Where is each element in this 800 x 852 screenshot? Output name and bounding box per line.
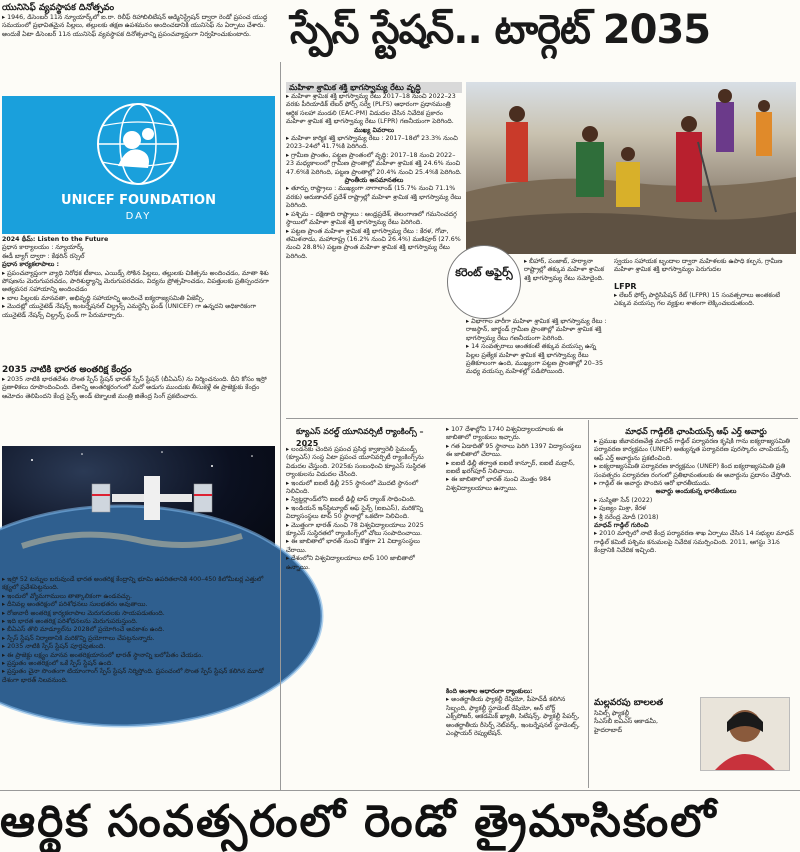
unicef-section-text: [2, 2, 276, 92]
qs-bullet: ▸ మొత్తంగా భారత్ నుంచి 78 విశ్వవిద్యాలయాలు 2025 క్యూఎస్ సుస్థిరతలో ర్యాంకింగ్స్‌లో చోటు సంపాదించాయి.: [286, 521, 424, 538]
bottom-divider: [0, 790, 800, 791]
space-bullets: [2, 576, 276, 788]
gadgil-section: [594, 426, 798, 690]
qs-mid-point: ▸ 107 దేశాల్లోని 1740 విశ్వవిద్యాలయాలకు ఈ జాబితాలో ర్యాంకులు ఇచ్చారు.: [446, 426, 564, 442]
qs-heading: క్యూఎస్ వరల్డ్ యూనివర్సిటీ ర్యాంకింగ్స్ – 2025: [296, 427, 424, 448]
badge-text: కరెంట్ అఫైర్స్: [455, 266, 513, 279]
gadgil-heading: మాధవ్ గాడ్గిల్‌కి ఛాంపియన్స్ ఆఫ్ ఎర్త్ అవార్డు: [625, 427, 767, 436]
unicef-details: [2, 236, 276, 362]
unicef-heading: యునిసెఫ్ వ్యవస్థాపక దినోత్సవం: [2, 3, 115, 13]
space-station-image: [2, 446, 275, 574]
unicef-logo-panel: [2, 96, 275, 234]
gadgil-about: ▸ 2010 మార్చిలో నాటి కేంద్ర పర్యావరణ శాఖ ఏర్పాటు చేసిన 14 సభ్యుల మాధవ్ గాడ్గిల్ కమిటీ పశ్చిమ కనుమలపై నివేదిక సమర్పించింది. 2011, ఆగస్టు 31న కేంద్రానికి నివేదిక ఇచ్చింది.: [594, 530, 794, 555]
qs-bullet: ▸ లండన్‌కు చెందిన ప్రపంచ ప్రసిద్ధ క్వాక్వారెలీ సైమండ్స్ (క్యూఎస్) సంస్థ ఏటా ప్రపంచ యూనివర్సిటీ ర్యాంకింగ్స్‌ను విడుదల చేస్తుంది. 2025కు సంబంధించి క్యూఎస్ సుస్థిరత ర్యాంకులను విడుదల చేసింది.: [286, 446, 426, 479]
qs-left-column: [286, 446, 440, 788]
qs-criteria: [446, 688, 582, 788]
unicef-activities-heading: ప్రధాన కార్యకలాపాలు :: [2, 261, 60, 269]
qs-bullet: ▸ ఇండియన్ ఇన్‌స్టిట్యూట్ ఆఫ్ సైన్స్ (ఐఐఎస్), మరికొన్ని విద్యాసంస్థలు టాప్ 50 స్థానాల్లో ఒకటిగా నిలిచింది.: [286, 504, 424, 521]
unicef-bullet: ▸ ప్రపంచవ్యాప్తంగా వ్యాధి నిరోధక టీకాలు, ఎయిడ్స్ సోకిన పిల్లలు, తల్లులకు చికిత్సను అందించడం, మాతా శిశు పోషణను మెరుగుపరచడం, పారిశుద్ధ్యాన్ని మెరుగుపరచడం, విద్యను ప్రోత్సహించడం, విపత్తులకు ప్రతిస్పందనగా అత్యవసర సహాయాన్ని అందించడం: [2, 269, 269, 294]
unicef-theme: 2024 థీమ్: Listen to the Future: [2, 236, 109, 243]
regional-point: ▸ పట్టణ ప్రాంత మహిళా శ్రామిక శక్తి భాగస్వామ్య రేటు : కేరళ, గోవా, తమిళనాడు, మహారాష్ట్ర (16.2% నుంచి 26.4%) మణిపూర్ (27.6% నుంచి 28.8%) పట్టణ ప్రాంత మహిళా శ్రామిక శక్తి భాగస్వామ్య రేటు పెరిగింది.: [286, 227, 461, 260]
gadgil-about-heading: మాధవ్ గాడ్గిల్ గురించి: [594, 522, 649, 530]
author-org: సీఎస్‌బీ ఐఏఎస్ అకాడమీ,: [594, 718, 658, 726]
page-title: స్పేస్ స్టేషన్.. టార్గెట్ 2035: [290, 7, 711, 53]
bottom-banner: ఆర్థిక సంవత్సరంలో రెండో త్రైమాసికంలో: [0, 796, 718, 847]
award-item: ▸ పుణ్యం మిశ్రా, కేరళ: [594, 505, 646, 513]
women-point: ▸ మహిళా కార్మిక శక్తి భాగస్వామ్య రేటు : 2017–18లో 23.3% నుంచి 2023–24లో 41.7%కి పెరిగింది.: [286, 135, 458, 151]
qs-bullet: ▸ ఈ జాబితాలో భారత్ నుంచి కొత్తగా 21 విద్యాసంస్థలు చేరాయి.: [286, 538, 420, 554]
column-divider: [588, 420, 589, 788]
lfpr-text: ▸ లేబర్ ఫోర్స్ పార్టిసిపేషన్ రేట్ (LFPR) 15 సంవత్సరాలు అంతకంటే ఎక్కువ వయస్సు గల వ్యక్తుల శాతంగా లెక్కించబడుతుంది.: [614, 291, 780, 308]
qs-criteria-text: ▸ అంతర్జాతీయ ఫ్యాకల్టీ రేషియో, పీహెచ్‌డీ కలిగిన సిబ్బంది, ఫ్యాకల్టీ స్టూడెంట్ రేషియో, ఆన్ బోర్డ్ ఎక్స్‌పోజర్, అకడమిక్ ఖ్యాతి, సిటేషన్స్, ఫ్యాకల్టీ పేపర్స్, అంతర్జాతీయ రీసెర్చ్ నెట్‌వర్క్, ఇంటర్నేషనల్ స్టూడెంట్స్, ఎంప్లాయర్ రెప్యుటేషన్.: [446, 696, 580, 738]
lfpr-heading: LFPR: [614, 281, 637, 291]
author-city: హైదరాబాద్: [594, 726, 623, 734]
women-right-text-2: [466, 318, 608, 414]
space-heading: 2035 నాటికి భారత అంతరిక్ష కేంద్రం: [2, 365, 132, 375]
women-right-point: ▸ బీహార్, పంజాబ్, హర్యానా రాష్ట్రాల్లో తక్కువ మహిళా శ్రామిక శక్తి భాగస్వామ్య రేటు నమోదైంది.: [524, 258, 605, 282]
award-item: ▸ సుస్మితా సేన్ (2022): [594, 496, 653, 504]
women-right-text1: స్వయం సహాయక బృందాల ద్వారా మహిళలకు ఉపాధి కల్పన, గ్రామీణ మహిళా శ్రామిక శక్తి భాగస్వామ్యం పెరుగుదల: [614, 258, 783, 274]
qs-bullet: ▸ ఇందులో ఐఐటీ ఢిల్లీ 255 స్థానంలో మొదటి స్థానంలో నిలిచింది.: [286, 479, 419, 496]
qs-mid-point: ▸ గత ఏడాదితో 95 స్థానాలు పెరిగి 1397 విద్యాసంస్థలు ఈ జాబితాలో చేరాయి.: [446, 442, 582, 459]
space-bullet: ▸ ప్రస్తుతం అంతరిక్షంలో ఒకే స్పేస్ స్టేషన్ ఉంది.: [2, 660, 114, 668]
space-bullet: ▸ ఈ ప్రాజెక్టు లక్ష్యం మానవ అంతరిక్షయానంలో భారత్ స్థానాన్ని బలోపేతం చేయడం.: [2, 651, 204, 659]
women-point: ▸ గ్రామీణ ప్రాంతం, పట్టణ ప్రాంతంలో వృద్ధి: 2017–18 నుంచి 2022–23 మధ్యకాలంలో గ్రామీణ ప్రాంతాల్లో మహిళా శ్రామిక శక్తి 24.6% నుంచి 47.6%కి పెరిగింది, పట్టణ ప్రాంతాల్లో 20.4% నుంచి 25.4%కి పెరిగింది.: [286, 151, 462, 176]
unicef-hq2: ఈడీ బ్యాగ్ ద్వారా : కేథరిన్ రస్సెల్: [2, 252, 85, 260]
unicef-logo-sub: DAY: [125, 211, 152, 222]
regional-point: ▸ తూర్పు రాష్ట్రాలు : ముఖ్యంగా నాగాలాండ్ (15.7% నుంచి 71.1% వరకు) అరుణాచల్ ప్రదేశ్ రాష్ట్రాల్లో మహిళా శ్రామిక శక్తి భాగస్వామ్య రేటు పెరిగింది.: [286, 185, 462, 210]
author-avatar-icon: [701, 698, 789, 770]
unicef-logo-text: UNICEF FOUNDATION: [61, 193, 216, 208]
gadgil-bullet: ▸ గాడ్గిల్ ఈ అవార్డు పొందిన ఆరో భారతీయుడు.: [594, 480, 711, 488]
unicef-bullet: ▸ మొదట్లో యునైటెడ్ నేషన్స్ ఇంటర్నేషనల్ చిల్డ్రన్స్ ఎమర్జెన్సీ ఫండ్ (UNICEF) గా ఉన్నదని అధికారికంగా యునైటెడ్ నేషన్స్ చిల్డ్రన్స్ ఫండ్ గా పేరుమార్చారు.: [2, 303, 257, 319]
women-key-heading: ముఖ్య వివరాలు: [353, 126, 395, 134]
qs-mid-point: ▸ ఈ జాబితాలో భారత్ నుంచి మొత్తం 984 విశ్వవిద్యాలయాలు ఉన్నాయి.: [446, 476, 552, 492]
author-box: [594, 696, 698, 770]
award-item: ▸ శ్రీ నరేంద్ర మోదీ (2018): [594, 513, 659, 521]
women-right-point: ▸ విభాగాల వారీగా మహిళా శ్రామిక శక్తి భాగస్వామ్య రేటు : రాజస్థాన్, జార్ఖండ్ గ్రామీణ ప్రాంతాల్లో మహిళా శ్రామిక శక్తి భాగస్వామ్య రేటు గణనీయంగా పెరిగింది.: [466, 318, 607, 342]
gadgil-bullet: ▸ ప్రముఖ జీవావరణవేత్త మాధవ్ గాడ్గిల్ పర్యావరణ కృషికి గాను ఐక్యరాజ్యసమితి పర్యావరణ కార్యక్రమం (UNEP) అత్యున్నత పర్యావరణ పురస్కారం చాంపియన్స్ ఆఫ్ ఎర్త్ అవార్డును ప్రకటించింది.: [594, 438, 790, 462]
space-bullet: ▸ స్పేస్ స్టేషన్ నిర్మాణానికి మరికొన్ని ప్రయోగాలు చేపట్టనున్నారు.: [2, 634, 155, 642]
women-labour-intro: ▸ మహిళా శ్రామిక శక్తి భాగస్వామ్య రేటు 2017–18 నుంచి 2022–23 వరకు పీరియాడిక్ లేబర్ ఫోర్స్ సర్వే (PLFS) ఆధారంగా ప్రధానమంత్రి ఆర్థిక సలహా మండలి (EAC-PM) విడుదల చేసిన నివేదిక ప్రకారం మహిళా శ్రామిక శక్తి భాగస్వామ్య రేటు (LFPR) గణనీయంగా పెరిగింది.: [286, 93, 456, 126]
unicef-intro: ▸ 1946, డిసెంబర్ 11న న్యూయార్క్‌లో ఐ.రా. రిలీఫ్ రిహాబిలిటేషన్ అడ్మినిస్ట్రేషన్ ద్వారా రెండో ప్రపంచ యుద్ధ సమయంలో ప్రభావితమైన పిల్లలు, తల్లులకు తక్షణ ఉపశమనం అందించడానికి యునిసెఫ్ ను ఏర్పాటు చేశారు. అందుకే ఏటా డిసెంబర్ 11న యునిసెఫ్ వ్యవస్థాపక దినోత్సవాన్ని ప్రపంచవ్యాప్తంగా నిర్వహించుకుంటారు.: [2, 14, 268, 38]
space-bullet: ▸ ఇస్రో 52 టన్నుల బరువుండే భారత అంతరిక్ష కేంద్రాన్ని భూమి ఉపరితలానికి 400–450 కిలోమీటర్ల ఎత్తులో కక్ష్యలో ప్రవేశపెట్టనుంది.: [2, 576, 264, 592]
qs-mid-column: [446, 426, 582, 684]
workers-photo-icon: [466, 82, 796, 254]
unicef-bullet: ▸ బాల పిల్లలకు మానవతా, అభివృద్ధి సహాయాన్ని అందించే ఐక్యరాజ్యసమితి ఏజెన్సీ.: [2, 294, 205, 302]
qs-mid-point: ▸ ఐఐటీ ఢిల్లీ తర్వాత ఐఐటీ కాన్పూర్, ఐఐటీ మద్రాస్, ఐఐటీ ఖరగ్‌పూర్ నిలిచాయి.: [446, 459, 575, 476]
qs-criteria-heading: కింది అంశాల ఆధారంగా ర్యాంకులు:: [446, 688, 533, 695]
author-name: మల్లవరపు బాలలత: [594, 698, 664, 708]
column-divider: [280, 62, 281, 790]
women-labour-section: [286, 82, 462, 414]
qs-bullet: ▸ దేశంలోని విశ్వవిద్యాలయాలు టాప్ 100 జాబితాలో ఉన్నాయి.: [286, 555, 415, 571]
awards-heading: అవార్డు అందుకున్న భారతీయులు: [655, 488, 737, 496]
regional-point: ▸ పశ్చిమ – దక్షిణాది రాష్ట్రాలు : ఆంధ్రప్రదేశ్, తెలంగాణలో గమనించదగ్గ స్థాయిలో మహిళా శ్రామిక శక్తి భాగస్వామ్య రేటు పెరిగింది.: [286, 210, 457, 227]
women-workers-photo: [466, 82, 796, 254]
gadgil-bullet: ▸ ఐక్యరాజ్యసమితి పర్యావరణ కార్యక్రమం (UNEP) కింద ఐక్యరాజ్యసమితి ప్రతి సంవత్సరం పర్యావరణ రంగంలో ప్రతిభావంతులకు ఈ అవార్డును ప్రదానం చేస్తోంది.: [594, 463, 792, 479]
space-bullet: ▸ ఇందులో వ్యోమగాములు తాత్కాలికంగా ఉండవచ్చు.: [2, 592, 133, 600]
women-right-column: [614, 258, 798, 416]
unicef-globe-icon: [2, 96, 275, 188]
space-intro: ▸ 2035 నాటికి భారతదేశం సొంత స్పేస్ స్టేషన్ భారత్ స్పేస్ స్టేషన్ (బీఏఎస్) ను నిర్మించనుంది. దీని కోసం ఇస్రో ప్రణాళికలు రూపొందించింది. దేశాన్ని అంతరిక్షరంగంలో మరో అడుగు ముందుకు తీసుకెళ్లే ఈ ప్రాజెక్టుకు కేంద్రం ఆమోదం తెలిపిందని కేంద్ర సైన్స్ అండ్ టెక్నాలజీ మంత్రి జితేంద్ర సింగ్ ప్రకటించారు.: [2, 376, 267, 400]
space-station-icon: [2, 446, 275, 574]
qs-heading-box: [296, 426, 436, 448]
women-right-point: ▸ 14 సంవత్సరాలు అంతకంటే తక్కువ వయస్సు ఉన్న పిల్లల ప్రత్యేక మహిళా శ్రామిక శక్తి భాగస్వామ్య రేటు ప్రతికూలంగా ఉంది, ముఖ్యంగా పట్టణ ప్రాంతాల్లో 20–35 మధ్య వయస్సు మహిళల్లో పడిపోయింది.: [466, 343, 603, 376]
space-bullet: ▸ 2035 నాటికి స్పేస్ స్టేషన్ పూర్తవుతుంది.: [2, 643, 106, 651]
regional-heading: ప్రాంతీయ అసమానతలు: [344, 177, 404, 185]
section-divider: [286, 418, 798, 419]
current-affairs-badge: [447, 245, 521, 319]
space-bullet: ▸ రోజువారీ అంతరిక్ష కార్యకలాపాల మెరుగుదలకు సాయపడుతుంది.: [2, 609, 165, 617]
qs-bullet: ▸ స్విట్జర్లాండ్‌లోని ఐఐటీ ఢిల్లీ టాప్ ర్యాంక్ సాధించింది.: [286, 496, 416, 504]
author-role: సివిల్స్ ఫ్యాకల్టీ: [594, 710, 630, 717]
space-section-text: [2, 364, 276, 444]
space-bullet: ▸ ఇది భారత అంతరిక్ష పరిశోధనలను మెరుగుపరుస్తుంది.: [2, 618, 138, 626]
unicef-hq: ప్రధాన కార్యాలయం : న్యూయార్క్: [2, 244, 84, 252]
author-photo: [700, 697, 790, 771]
women-labour-heading: మహిళా శ్రామిక శక్తి భాగస్వామ్య రేటు వృద్ధి: [286, 82, 462, 93]
space-bullet: ▸ దీనివల్ల అంతరిక్షంలో పరిశోధనలు సులభతరం అవుతాయి.: [2, 601, 148, 609]
space-bullet: ▸ బీఏఎస్ తొలి మాడ్యూల్‌ను 2028లో ప్రయోగించే అవకాశం ఉంది.: [2, 626, 165, 634]
space-bullet: ▸ ప్రస్తుతం చైనా సొంతంగా టియాంగాంగ్ స్పేస్ స్టేషన్ నిర్మిస్తోంది. ప్రపంచంలో సొంత స్పేస్ స్టేషన్ కలిగిన మూడో దేశంగా భారత్ నిలవనుంది.: [2, 668, 264, 684]
